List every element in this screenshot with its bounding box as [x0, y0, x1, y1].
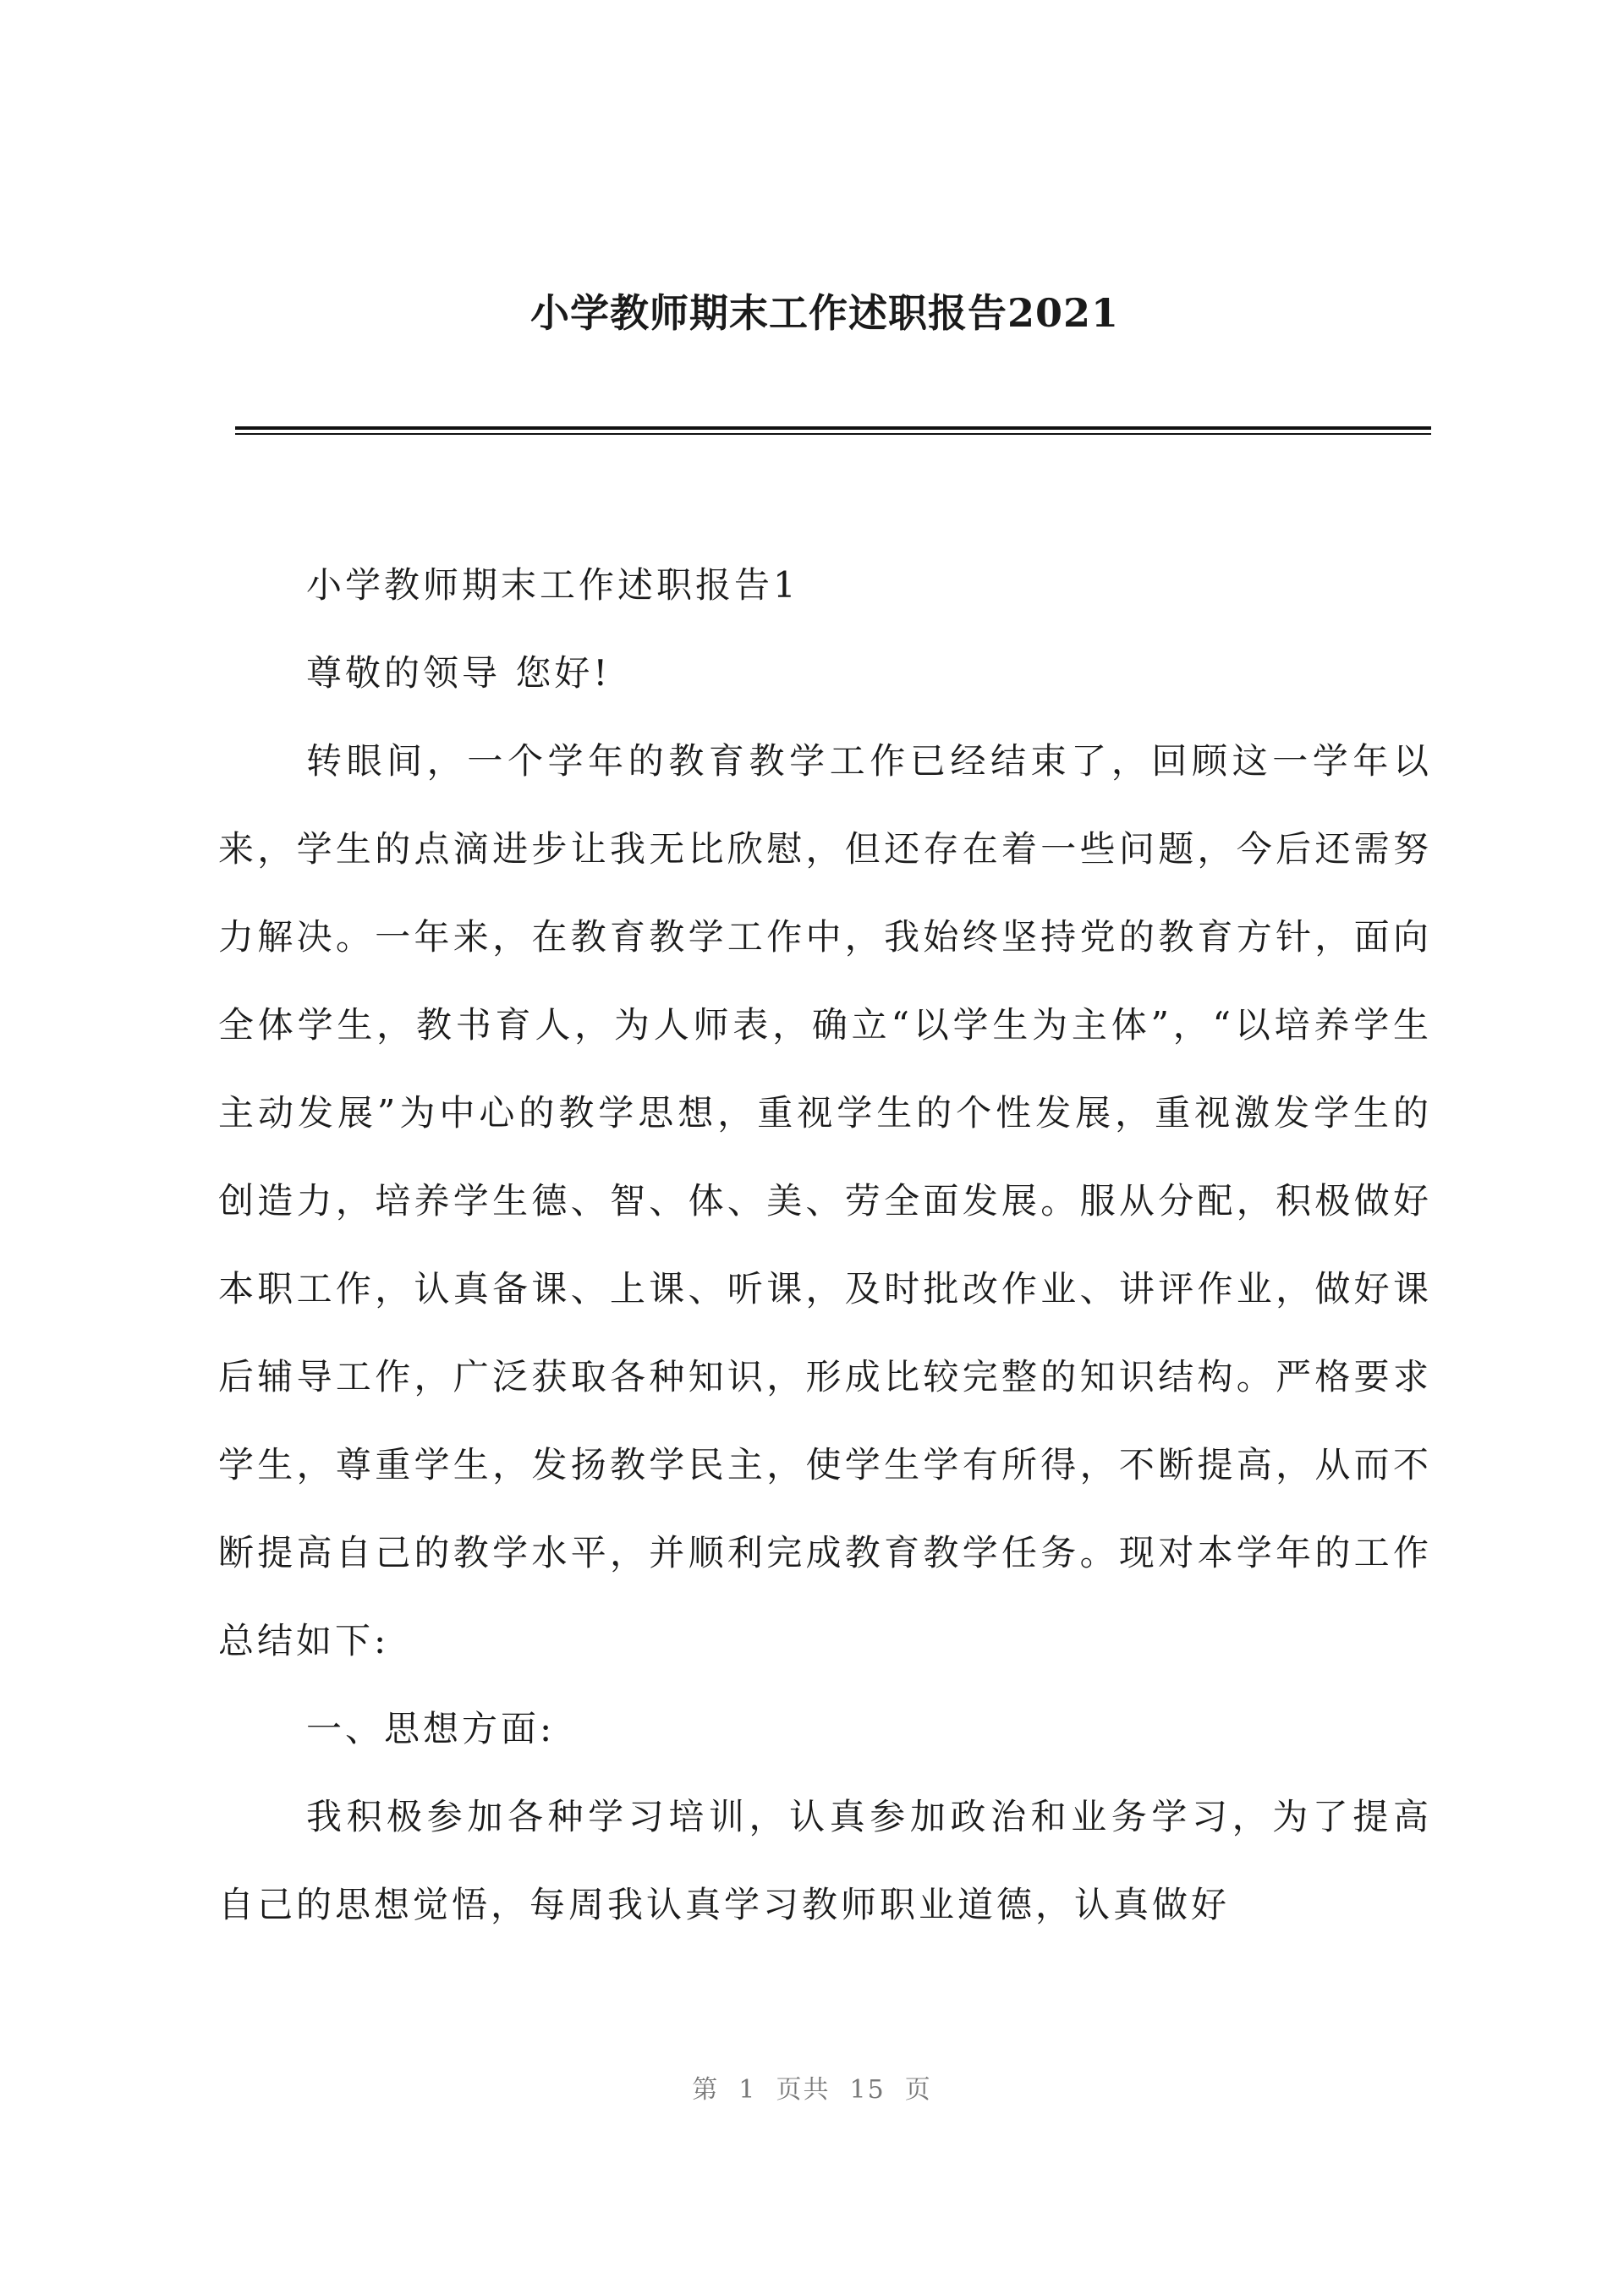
body-paragraph: 我积极参加各种学习培训，认真参加政治和业务学习，为了提高自己的思想觉悟，每周我认真学习教师职业道德，认真做好 [218, 1796, 1432, 1925]
page-number-footer: 第 1 页共 15 页 [692, 2075, 932, 2105]
subsection-heading: 一、思想方面: [306, 1708, 556, 1749]
section-heading: 小学教师期末工作述职报告1 [306, 564, 799, 606]
title-double-rule [235, 426, 1431, 435]
document-title: 小学教师期末工作述职报告2021 [529, 290, 1120, 336]
greeting: 尊敬的领导 您好! [306, 652, 612, 694]
document-body [218, 541, 1432, 1949]
body-paragraph: 转眼间，一个学年的教育教学工作已经结束了，回顾这一学年以来，学生的点滴进步让我无比欣慰，但还存在着一些问题，今后还需努力解决。一年来，在教育教学工作中，我始终坚持党的教育方针，面向全体学生，教书育人，为人师表，确立“以学生为主体”，“以培养学生主动发展”为中心的教学思想，重视学生的个性发展，重视激发学生的创造力，培养学生德、智、体、美、劳全面发展。服从分配，积极做好本职工作，认真备课、上课、听课，及时批改作业、讲评作业，做好课后辅导工作，广泛获取各种知识，形成比较完整的知识结构。严格要求学生，尊重学生，发扬教学民主，使学生学有所得，不断提高，从而不断提高自己的教学水平，并顺利完成教育教学任务。现对本学年的工作总结如下: [218, 740, 1432, 1661]
